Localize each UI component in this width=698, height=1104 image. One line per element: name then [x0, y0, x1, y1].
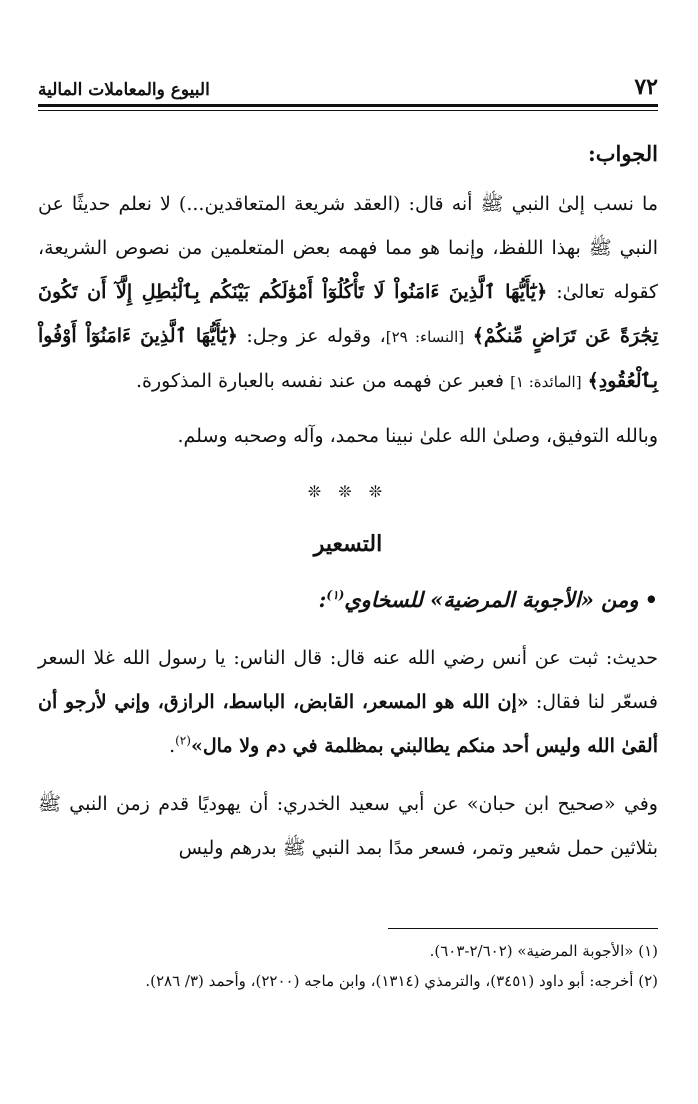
verse-ref-nisa: [النساء: ٢٩]: [385, 328, 465, 346]
quran-verse-nisa: ﴿يَٰٓأَيُّهَا ٱلَّذِينَ ءَامَنُواْ لَا تَأْكُلُوٓاْ أَمْوَٰلَكُم بَيْنَكُم بِٱلْبَٰطِلِ إِلَّآ أَن تَكُونَ تِجَٰرَةً عَن تَرَاضٍ مِّنكُمْ﴾: [38, 281, 659, 347]
quran-verse-maida: ﴿يَٰٓأَيُّهَا ٱلَّذِينَ ءَامَنُوٓاْ أَوْفُواْ بِٱلْعُقُودِ﴾: [38, 325, 658, 392]
header-rule: [38, 104, 658, 111]
footnote-rule: [388, 928, 658, 929]
answer-text-end: فعبر عن فهمه من عند نفسه بالعبارة المذكورة.: [136, 370, 511, 392]
hadith-end: .: [169, 735, 176, 757]
hadith-intro: حديث: ثبت عن أنس رضي الله عنه قال: قال الناس: يا رسول الله غلا السعر فسعّر لنا فقال:: [38, 647, 658, 713]
section-title: التسعير: [313, 531, 383, 557]
hadith-quote: «إن الله هو المسعر، القابض، الباسط، الرازق، وإني لأرجو أن ألقىٰ الله وليس أحد منكم يطالبني بمظلمة في دم ولا مال»: [38, 691, 658, 757]
paragraph-gap: [38, 768, 658, 782]
hadith-paragraph: [38, 636, 658, 768]
footnote-2: (٢) أخرجه: أبو داود (٣٤٥١)، والترمذي (١٣١٤)، وابن ماجه (٢٢٠٠)، وأحمد (٣/ ٢٨٦).: [145, 972, 658, 990]
main-content: [38, 128, 658, 870]
answer-text: ما نسب إلىٰ النبي ﷺ أنه قال: (العقد شريعة المتعاقدين...) لا نعلم حديثًا عن النبي ﷺ بهذا اللفظ، وإنما هو مما فهمه بعض المتعلمين من نصوص الشريعة، كقوله تعالىٰ:: [38, 193, 658, 303]
ibn-hibban-paragraph: وفي «صحيح ابن حبان» عن أبي سعيد الخدري: أن يهوديًا قدم زمن النبي ﷺ بثلاثين حمل شعير وتمر، فسعر مدًا بمد النبي ﷺ بدرهم وليس: [38, 793, 658, 859]
answer-label: الجواب:: [588, 141, 658, 166]
source-heading-text: ومن «الأجوبة المرضية» للسخاوي: [344, 587, 639, 612]
running-header: [38, 66, 658, 100]
answer-paragraph: [38, 182, 658, 404]
footnote-1: (١) «الأجوبة المرضية» (٢/٦٠٢-٦٠٣).: [429, 942, 658, 960]
separator-stars: ❊ ❊ ❊: [307, 482, 389, 501]
page-number: ٧٢: [634, 74, 658, 100]
source-heading-colon: :: [318, 587, 327, 612]
running-title: البيوع والمعاملات المالية: [38, 80, 210, 100]
footnotes: [38, 936, 658, 996]
bullet-icon: •: [644, 587, 658, 612]
source-heading: [38, 578, 658, 622]
footnote-marker-1: (١): [326, 588, 345, 602]
answer-text-mid: ، وقوله عز وجل:: [237, 325, 386, 347]
footnote-marker-2: (٢): [175, 733, 191, 748]
closing-line: وبالله التوفيق، وصلىٰ الله علىٰ نبينا محمد، وآله وصحبه وسلم.: [177, 425, 658, 447]
verse-ref-maida: [المائدة: ١]: [510, 373, 582, 391]
